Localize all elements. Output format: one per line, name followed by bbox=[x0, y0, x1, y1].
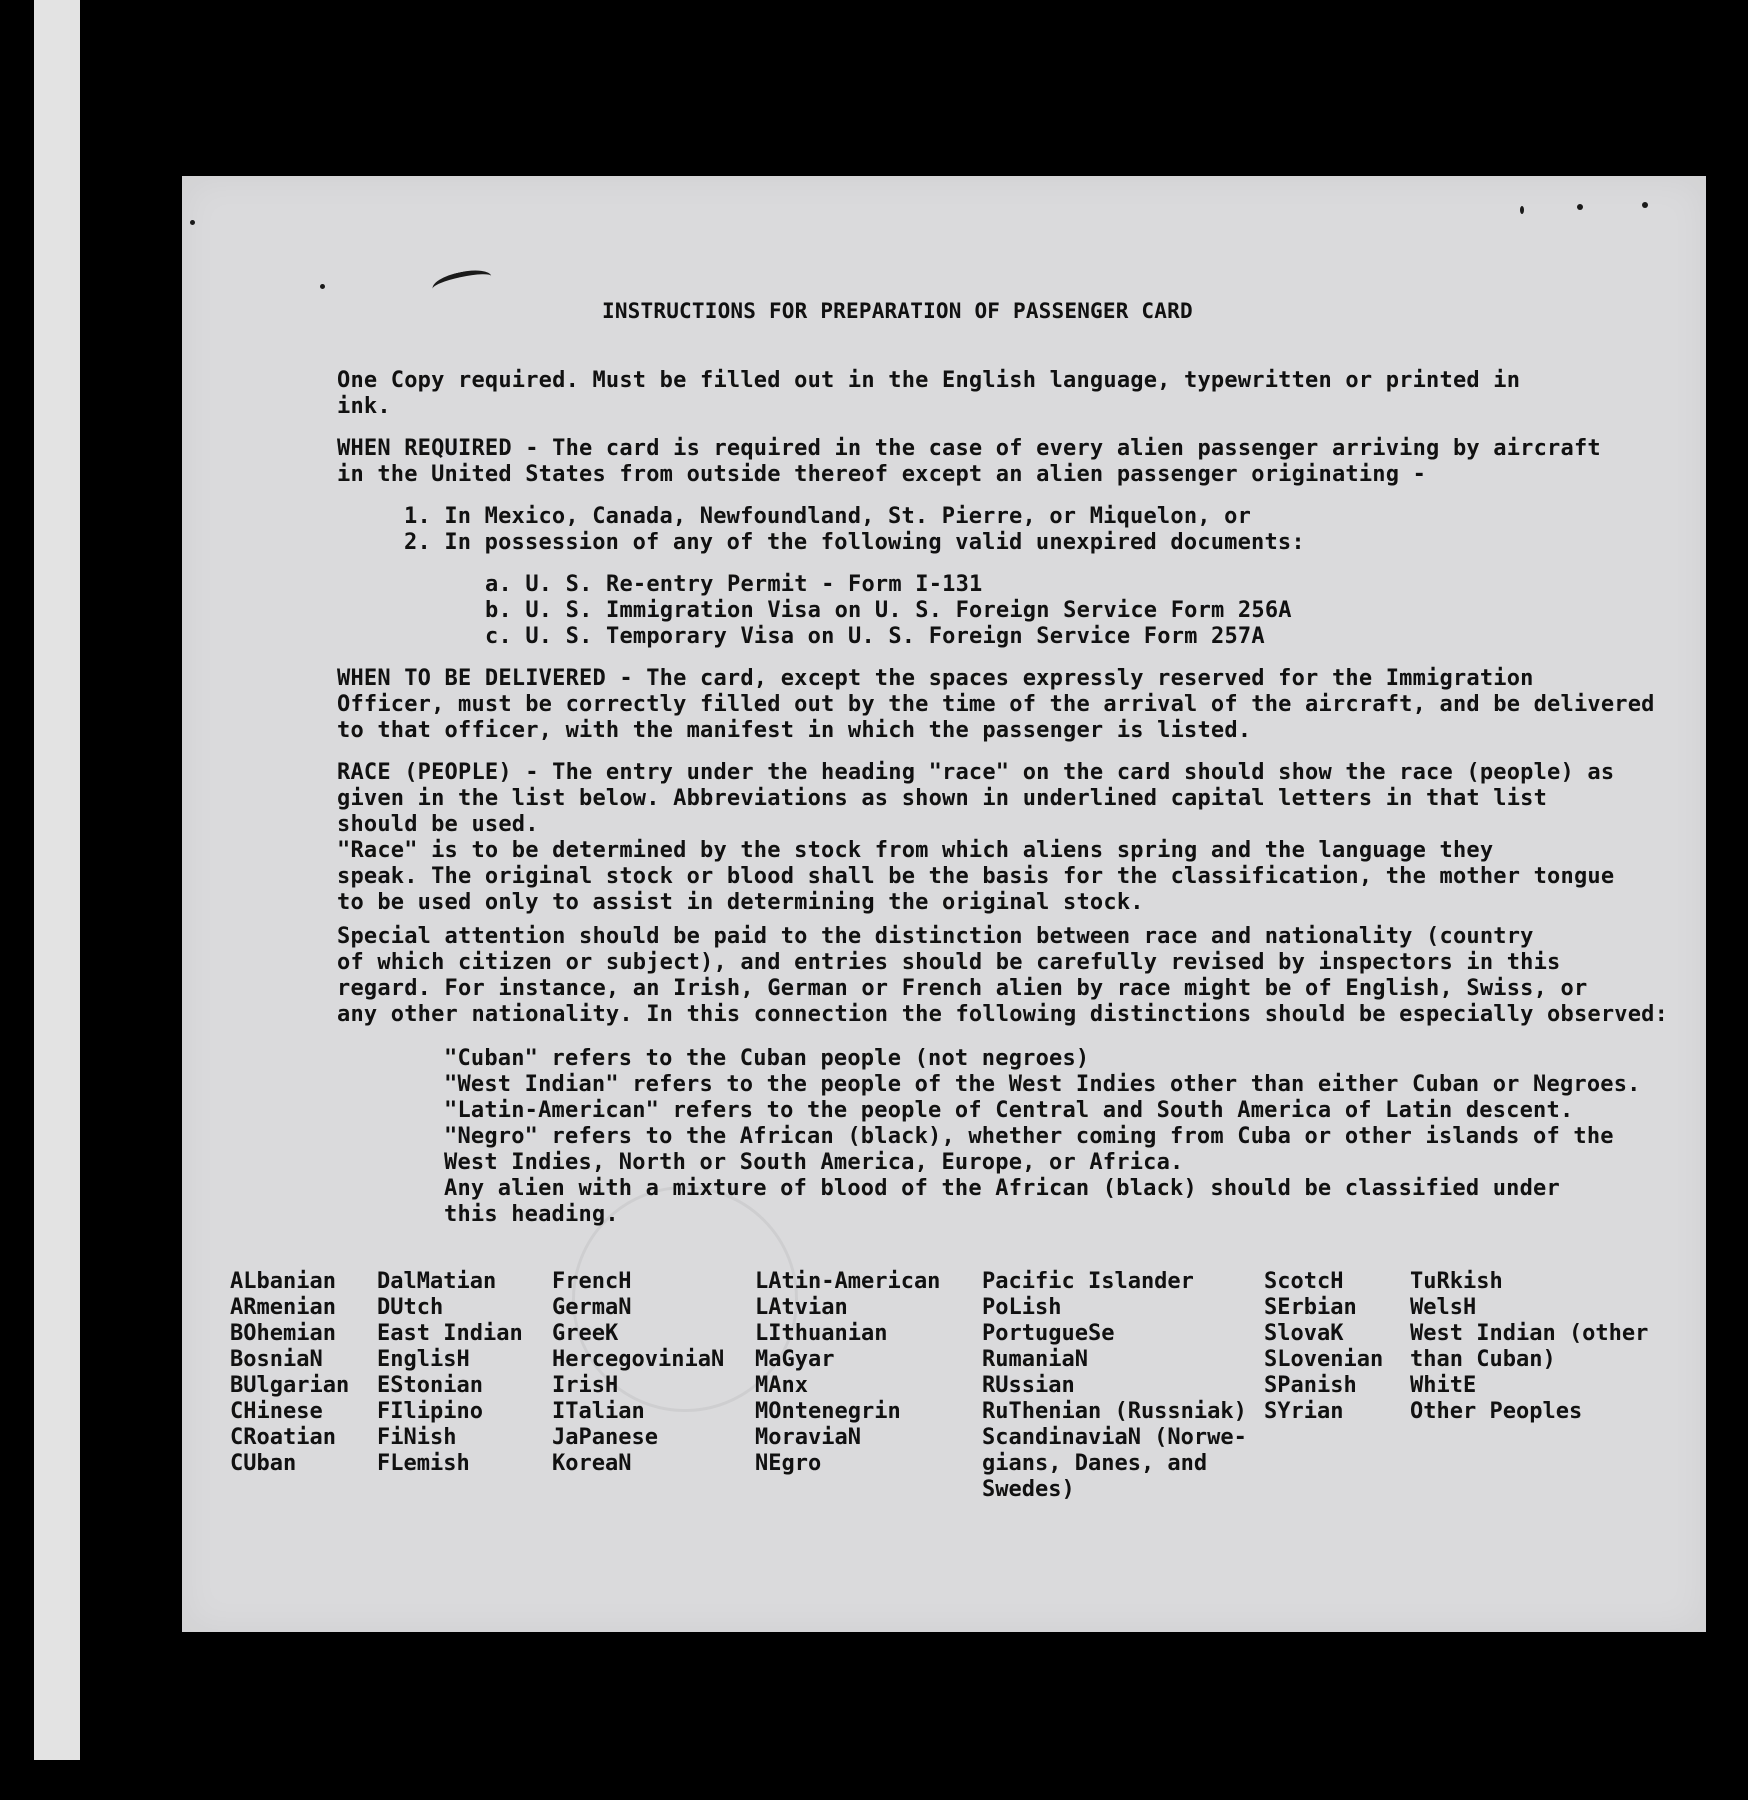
special-line: of which citizen or subject), and entries should be carefully revised by inspectors in this bbox=[337, 950, 1561, 975]
race-entry: FrencH bbox=[552, 1269, 632, 1294]
race-entry: SYrian bbox=[1264, 1399, 1344, 1424]
race-entry: TuRkish bbox=[1410, 1269, 1503, 1294]
race-list-column bbox=[982, 1269, 1247, 1503]
race-entry: SLovenian bbox=[1264, 1347, 1384, 1372]
race-list-column bbox=[230, 1269, 349, 1477]
race-entry: JaPanese bbox=[552, 1425, 658, 1450]
race-list-column bbox=[1264, 1269, 1383, 1425]
race-entry: West Indian (other bbox=[1410, 1321, 1649, 1346]
page-title: INSTRUCTIONS FOR PREPARATION OF PASSENGER CARD bbox=[602, 299, 1193, 323]
document-page bbox=[182, 176, 1706, 1632]
when-delivered-line: to that officer, with the manifest in which the passenger is listed. bbox=[337, 718, 1252, 743]
race-list-column bbox=[377, 1269, 523, 1477]
race-entry: SPanish bbox=[1264, 1373, 1357, 1398]
race-entry: FiNish bbox=[377, 1425, 457, 1450]
race-entry: LAtvian bbox=[755, 1295, 848, 1320]
race-entry: PortugueSe bbox=[982, 1321, 1115, 1346]
when-required-line: WHEN REQUIRED - The card is required in the case of every alien passenger arriving by aircraft bbox=[337, 436, 1601, 461]
distinction-line: West Indies, North or South America, Europe, or Africa. bbox=[444, 1150, 1184, 1175]
special-line: regard. For instance, an Irish, German or French alien by race might be of English, Swiss, or bbox=[337, 976, 1588, 1001]
race-entry: EnglisH bbox=[377, 1347, 470, 1372]
race-list-column bbox=[755, 1269, 940, 1477]
when-delivered-line: Officer, must be correctly filled out by the time of the arrival of the aircraft, and be delivered bbox=[337, 692, 1655, 717]
race-entry: PoLish bbox=[982, 1295, 1062, 1320]
ink-scribble bbox=[430, 266, 493, 299]
race-entry: BOhemian bbox=[230, 1321, 336, 1346]
race-entry: WhitE bbox=[1410, 1373, 1477, 1398]
race-entry: RumaniaN bbox=[982, 1347, 1088, 1372]
race-line: should be used. bbox=[337, 812, 539, 837]
race-entry: ARmenian bbox=[230, 1295, 336, 1320]
race-entry: ITalian bbox=[552, 1399, 645, 1424]
race-entry: DalMatian bbox=[377, 1269, 497, 1294]
special-line: Special attention should be paid to the distinction between race and nationality (country bbox=[337, 924, 1534, 949]
race-entry: BosniaN bbox=[230, 1347, 323, 1372]
race-entry: HercegoviniaN bbox=[552, 1347, 725, 1372]
race-line: given in the list below. Abbreviations as shown in underlined capital letters in that list bbox=[337, 786, 1548, 811]
race-entry: Pacific Islander bbox=[982, 1269, 1194, 1294]
race-entry: RUssian bbox=[982, 1373, 1075, 1398]
ink-speck bbox=[1520, 206, 1524, 214]
intro-line: ink. bbox=[337, 394, 391, 419]
race-entry: MaGyar bbox=[755, 1347, 835, 1372]
numbered-item: 1. In Mexico, Canada, Newfoundland, St. Pierre, or Miquelon, or bbox=[404, 504, 1252, 529]
race-list-column bbox=[552, 1269, 724, 1477]
race-entry: IrisH bbox=[552, 1373, 619, 1398]
lettered-item: c. U. S. Temporary Visa on U. S. Foreign Service Form 257A bbox=[485, 624, 1265, 649]
race-entry: WelsH bbox=[1410, 1295, 1477, 1320]
film-border-strip bbox=[34, 0, 80, 1760]
intro-line: One Copy required. Must be filled out in the English language, typewritten or printed in bbox=[337, 368, 1521, 393]
race-entry: SlovaK bbox=[1264, 1321, 1344, 1346]
race-entry: MoraviaN bbox=[755, 1425, 861, 1450]
race-entry: ScotcH bbox=[1264, 1269, 1344, 1294]
race-entry: Swedes) bbox=[982, 1477, 1075, 1502]
when-required-line: in the United States from outside thereof except an alien passenger originating - bbox=[337, 462, 1427, 487]
distinction-line: this heading. bbox=[444, 1202, 619, 1227]
distinction-line: "West Indian" refers to the people of the West Indies other than either Cuban or Negroes. bbox=[444, 1072, 1641, 1097]
ink-speck bbox=[190, 220, 195, 225]
race-entry: LAtin-American bbox=[755, 1269, 941, 1294]
lettered-item: a. U. S. Re-entry Permit - Form I-131 bbox=[485, 572, 983, 597]
ink-speck bbox=[1642, 202, 1648, 208]
numbered-item: 2. In possession of any of the following valid unexpired documents: bbox=[404, 530, 1305, 555]
race-entry: FLemish bbox=[377, 1451, 470, 1476]
race-entry: Other Peoples bbox=[1410, 1399, 1583, 1424]
race-entry: gians, Danes, and bbox=[982, 1451, 1208, 1476]
race-entry: MAnx bbox=[755, 1373, 808, 1398]
race-entry: LIthuanian bbox=[755, 1321, 888, 1346]
race-entry: FIlipino bbox=[377, 1399, 483, 1424]
race-entry: GreeK bbox=[552, 1321, 619, 1346]
when-delivered-line: WHEN TO BE DELIVERED - The card, except the spaces expressly reserved for the Immigration bbox=[337, 666, 1534, 691]
race-entry: EStonian bbox=[377, 1373, 483, 1398]
race-entry: NEgro bbox=[755, 1451, 822, 1476]
race-entry: DUtch bbox=[377, 1295, 444, 1320]
race-entry: CRoatian bbox=[230, 1425, 336, 1450]
distinction-line: "Negro" refers to the African (black), whether coming from Cuba or other islands of the bbox=[444, 1124, 1614, 1149]
race-line: RACE (PEOPLE) - The entry under the heading "race" on the card should show the race (people) as bbox=[337, 760, 1615, 785]
race-entry: than Cuban) bbox=[1410, 1347, 1556, 1372]
race-entry: RuThenian (Russniak) bbox=[982, 1399, 1247, 1424]
race-list-column bbox=[1410, 1269, 1648, 1425]
race-line: to be used only to assist in determining the original stock. bbox=[337, 890, 1144, 915]
race-entry: SErbian bbox=[1264, 1295, 1357, 1320]
distinction-line: Any alien with a mixture of blood of the African (black) should be classified under bbox=[444, 1176, 1560, 1201]
race-entry: ALbanian bbox=[230, 1269, 336, 1294]
distinction-line: "Latin-American" refers to the people of Central and South America of Latin descent. bbox=[444, 1098, 1574, 1123]
race-entry: GermaN bbox=[552, 1295, 632, 1320]
race-entry: ScandinaviaN (Norwe- bbox=[982, 1425, 1247, 1450]
ink-speck bbox=[1577, 204, 1583, 210]
distinction-line: "Cuban" refers to the Cuban people (not negroes) bbox=[444, 1046, 1090, 1071]
special-line: any other nationality. In this connection the following distinctions should be especially observed: bbox=[337, 1002, 1669, 1027]
race-line: "Race" is to be determined by the stock from which aliens spring and the language they bbox=[337, 838, 1494, 863]
race-line: speak. The original stock or blood shall be the basis for the classification, the mother tongue bbox=[337, 864, 1615, 889]
ink-speck bbox=[320, 284, 325, 289]
race-entry: BUlgarian bbox=[230, 1373, 350, 1398]
race-entry: MOntenegrin bbox=[755, 1399, 901, 1424]
lettered-item: b. U. S. Immigration Visa on U. S. Foreign Service Form 256A bbox=[485, 598, 1292, 623]
race-entry: CUban bbox=[230, 1451, 297, 1476]
race-entry: KoreaN bbox=[552, 1451, 632, 1476]
race-entry: CHinese bbox=[230, 1399, 323, 1424]
race-entry: East Indian bbox=[377, 1321, 523, 1346]
